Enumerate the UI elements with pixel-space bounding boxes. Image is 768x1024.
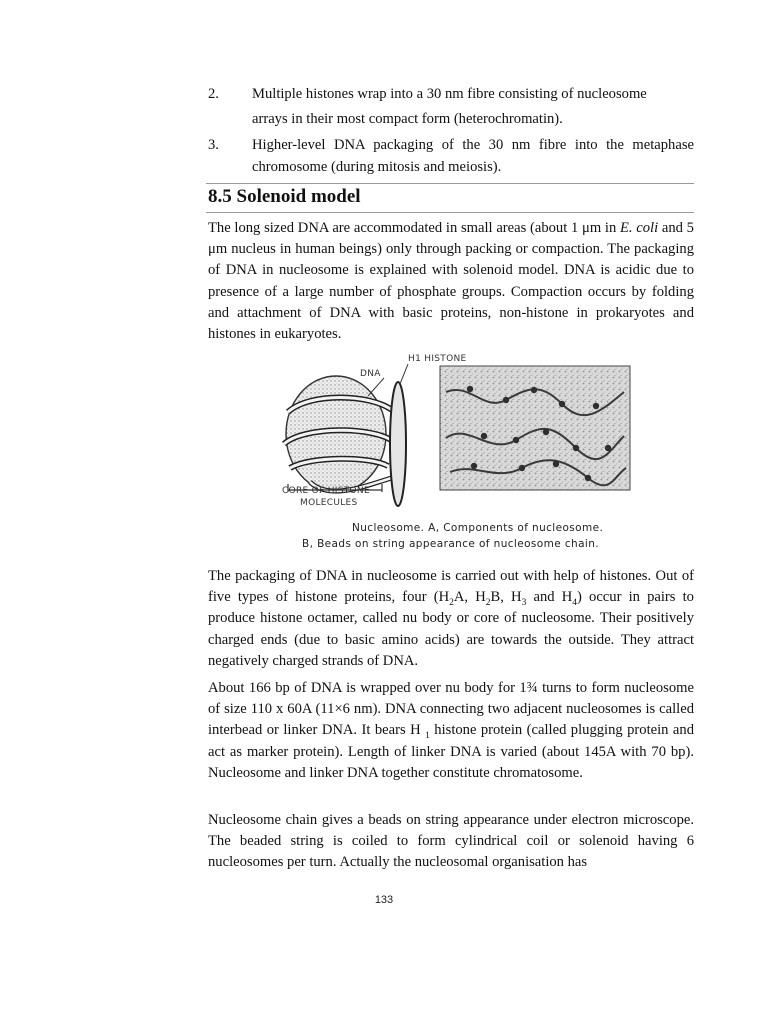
figure-caption-b: B, Beads on string appearance of nucleosome chain.: [302, 538, 600, 550]
list-text: [252, 82, 694, 132]
paragraph-text: histone protein (called plugging protein and act as marker protein). Length of linker DNA is varied (about 145A with 70 bp). Nucleosome and linker DNA together constitute chromatosome.: [208, 722, 694, 781]
label-core-molecules: MOLECULES: [300, 498, 358, 508]
paragraph-histones: [208, 566, 694, 672]
page-number: 133: [374, 894, 394, 906]
subscript: 4: [572, 598, 578, 609]
list-line: Multiple histones wrap into a 30 nm fibre consisting of nucleosome: [252, 86, 647, 102]
list-line: Higher-level DNA packaging of the 30 nm fibre into the metaphase: [252, 137, 694, 153]
paragraph-text: and H: [526, 589, 573, 606]
paragraph-text: B, H: [490, 589, 522, 606]
subscript: 3: [521, 598, 527, 609]
paragraph-solenoid: Nucleosome chain gives a beads on string appearance under electron microscope. The beaded string is coiled to form cylindrical coil or solenoid having 6 nucleosomes per turn. Actually the nucleosomal organisation has: [208, 812, 694, 871]
label-core-histone: CORE OF HISTONE: [282, 486, 370, 496]
nucleosome-figure: [270, 352, 640, 562]
subscript: 2: [485, 598, 491, 609]
heading-rule-top: [206, 183, 694, 184]
paragraph-text: The packaging of DNA in nucleosome is carried out with help of histones. Out of five types of histone proteins, four (H: [208, 568, 694, 606]
beads-on-string-panel-b: [440, 366, 630, 490]
paragraph-text: ) occur in pairs to produce histone octamer, called nu body or core of nucleosome. Their positively charged ends (due to basic amino acids) are towards the outside. They attract negatively charged strands of DNA.: [208, 589, 694, 669]
list-number: 3.: [208, 137, 219, 153]
label-dna: DNA: [360, 369, 381, 379]
paragraph-text: A, H: [453, 589, 486, 606]
paragraph-text: and 5 μm nucleus in human beings) only through packing or compaction. The packaging of DNA in nucleosome is explained with solenoid model. DNA is acidic due to presence of a large number of phosphate groups. Compaction occurs by folding and attachment of DNA with basic proteins, non-histone in prokaryotes and histones in eukaryotes.: [208, 220, 694, 343]
heading-rule-bottom: [206, 212, 694, 213]
subscript: 1: [425, 731, 430, 742]
label-h1-histone: H1 HISTONE: [408, 354, 467, 364]
section-heading: 8.5 Solenoid model: [208, 186, 361, 207]
figure-caption-a: Nucleosome. A, Components of nucleosome.: [352, 522, 604, 534]
paragraph-nucleosome-size: [208, 678, 694, 784]
list-line: arrays in their most compact form (heterochromatin).: [252, 111, 563, 127]
paragraph-compaction: [208, 218, 694, 345]
nucleosome-panel-a: [284, 364, 408, 506]
list-text: [252, 134, 694, 178]
list-number: 2.: [208, 86, 219, 102]
paragraph-text: The long sized DNA are accommodated in small areas (about 1 μm in: [208, 220, 620, 236]
subscript: 2: [449, 598, 454, 609]
paragraph-text: About 166 bp of DNA is wrapped over nu body for 1¾ turns to form nucleosome of size 110 x 60A (11×6 nm). DNA connecting two adjacent nucleosomes is called interbead or linker DNA. It bears H: [208, 680, 694, 739]
list-line: chromosome (during mitosis and meiosis).: [252, 159, 502, 175]
species-name: E. coli: [620, 220, 659, 236]
